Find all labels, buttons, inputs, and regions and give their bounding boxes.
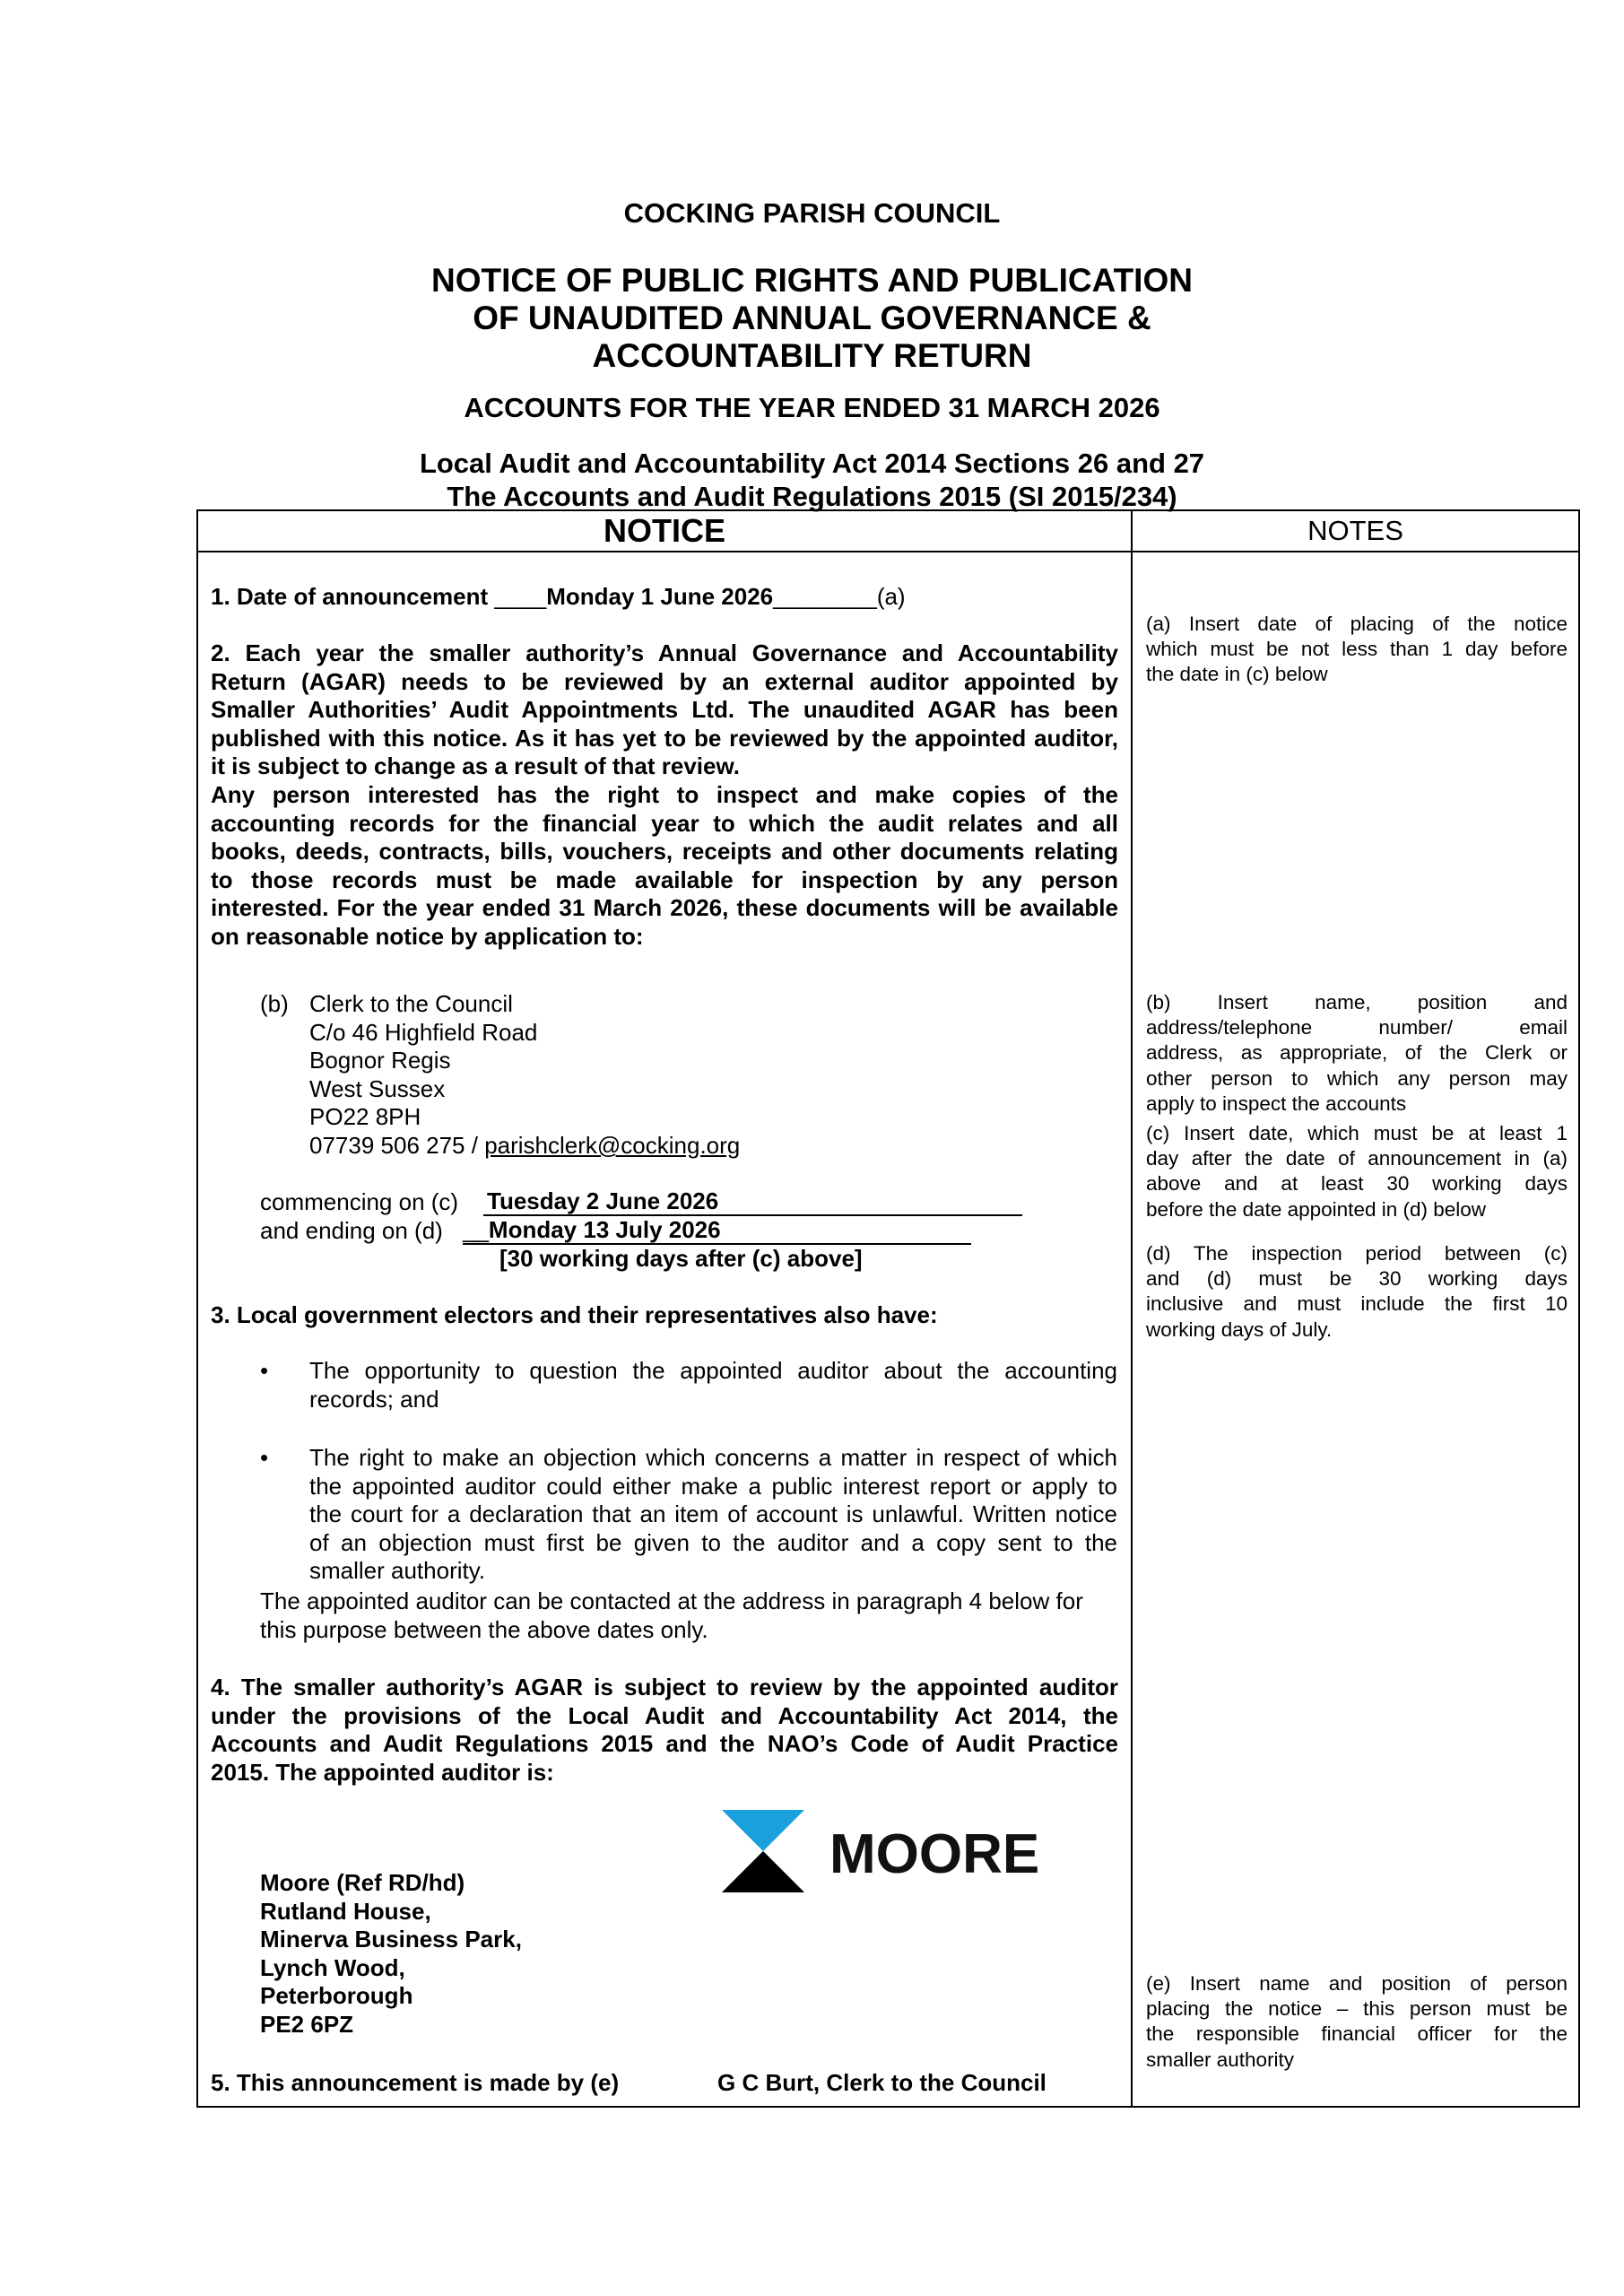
bullet-line: the court for a declaration that an item of account is unlawful. Written notice — [309, 1500, 1117, 1528]
note-line: smaller authority — [1146, 2048, 1295, 2071]
accounts-year-heading: ACCOUNTS FOR THE YEAR ENDED 31 MARCH 2026 — [464, 392, 1160, 423]
paragraph-4 — [211, 1674, 1118, 1787]
announcement-date-label: 1. Date of announcement — [211, 583, 495, 610]
p2-line: accounting records for the financial year to which the audit relates and all — [211, 809, 1118, 837]
note-e — [1146, 1971, 1568, 2073]
legislation-line: Local Audit and Accountability Act 2014 Sections 26 and 27 — [419, 448, 1205, 479]
bullet-line: The opportunity to question the appointed auditor about the accounting — [309, 1357, 1117, 1384]
clerk-ref: (b) — [260, 990, 289, 1017]
legislation-heading — [0, 447, 1624, 513]
commencing-date: Tuesday 2 June 2026 — [483, 1188, 1022, 1216]
notes-body — [1132, 552, 1579, 2107]
legislation-line: The Accounts and Audit Regulations 2015 (SI 2015/234) — [447, 481, 1177, 512]
bullet-point: • — [260, 1444, 269, 1471]
bullet-2-text — [309, 1444, 1117, 1586]
moore-logo — [722, 1810, 1045, 1892]
ending-date-field — [463, 1217, 971, 1245]
bullet-line: records; and — [309, 1385, 439, 1413]
note-c — [1146, 1121, 1568, 1222]
note-line: before the date appointed in (d) below — [1146, 1197, 1487, 1221]
announcement-date: Monday 1 June 2026 — [546, 583, 774, 610]
commencing-label: commencing on (c) — [260, 1188, 459, 1215]
clerk-address-line: PO22 8PH — [309, 1103, 421, 1131]
announcement-date-line — [211, 583, 906, 612]
council-name: COCKING PARISH COUNCIL — [623, 197, 1001, 229]
notice-body — [197, 552, 1132, 2107]
bullet-line: the appointed auditor could either make a public interest report or apply to — [309, 1472, 1117, 1500]
p2-line: 2. Each year the smaller authority’s Annual Governance and Accountability — [211, 639, 1118, 666]
paragraph-2 — [211, 639, 1118, 952]
p2-line: to those records must be made available for inspection by any person — [211, 865, 1118, 893]
auditor-contact-line: this purpose between the above dates only. — [260, 1615, 708, 1643]
moore-logo-mark — [722, 1810, 1045, 1892]
note-line: (a) Insert date of placing of the notice — [1146, 613, 1568, 635]
p4-line: 2015. The appointed auditor is: — [211, 1758, 554, 1786]
notice-title — [0, 262, 1624, 375]
note-ref: (a) — [876, 583, 906, 610]
note-b — [1146, 990, 1568, 1117]
logo-wordmark: MOORE — [829, 1823, 1040, 1885]
p2-line: Smaller Authorities’ Audit Appointments Ltd. The unaudited AGAR has been — [211, 696, 1118, 724]
p4-line: 4. The smaller authority’s AGAR is subject to review by the appointed auditor — [211, 1674, 1118, 1700]
notice-title-line: ACCOUNTABILITY RETURN — [592, 337, 1032, 374]
note-line: and (d) must be 30 working days — [1146, 1267, 1568, 1291]
p2-line: interested. For the year ended 31 March 2026, these documents will be available — [211, 894, 1118, 922]
notes-column-heading: NOTES — [1132, 510, 1579, 552]
note-line: which must be not less than 1 day before — [1146, 638, 1568, 661]
auditor-contact-note — [260, 1587, 1083, 1644]
auditor-address-line: PE2 6PZ — [260, 2010, 354, 2038]
p2-line: published with this notice. As it has yet to be reviewed by the appointed auditor, — [211, 724, 1118, 752]
p4-line: under the provisions of the Local Audit and Accountability Act 2014, the — [211, 1701, 1118, 1729]
auditor-address-line: Minerva Business Park, — [260, 1926, 522, 1953]
notice-column-heading: NOTICE — [197, 510, 1132, 552]
p2-line: it is subject to change as a result of that review. — [211, 752, 740, 780]
bullet-line: of an objection must first be given to the auditor and a copy sent to the — [309, 1528, 1117, 1556]
note-line: other person to which any person may — [1146, 1066, 1568, 1090]
p2-line: on reasonable notice by application to: — [211, 922, 644, 950]
clerk-address-line: West Sussex — [309, 1074, 446, 1102]
ending-date: Monday 13 July 2026 — [488, 1216, 721, 1243]
clerk-address — [309, 990, 740, 1161]
bullet-point: • — [260, 1357, 269, 1384]
blank-underline: __ — [463, 1216, 489, 1243]
p2-line: Any person interested has the right to inspect and make copies of the — [211, 780, 1118, 808]
working-days-note: [30 working days after (c) above] — [499, 1245, 863, 1272]
bullet-line: The right to make an objection which concerns a matter in respect of which — [309, 1444, 1117, 1471]
ending-label: and ending on (d) — [260, 1217, 443, 1244]
auditor-address-line: Lynch Wood, — [260, 1953, 405, 1981]
note-line: working days of July. — [1146, 1318, 1333, 1341]
clerk-address-line: Bognor Regis — [309, 1047, 451, 1074]
notice-title-line: NOTICE OF PUBLIC RIGHTS AND PUBLICATION — [431, 262, 1193, 299]
note-a — [1146, 612, 1568, 688]
paragraph-3-heading: 3. Local government electors and their representatives also have: — [211, 1301, 938, 1328]
blank-underline: ____ — [494, 583, 547, 610]
clerk-contact-line — [309, 1132, 740, 1161]
note-line: inclusive and must include the first 10 — [1146, 1292, 1568, 1316]
announcement-made-by-label: 5. This announcement is made by (e) — [211, 2069, 620, 2096]
clerk-phone: 07739 506 275 / — [309, 1131, 485, 1159]
auditor-address-line: Rutland House, — [260, 1897, 431, 1925]
clerk-address-line: C/o 46 Highfield Road — [309, 1018, 538, 1046]
notice-table — [196, 509, 1580, 2108]
clerk-email-link[interactable]: parishclerk@cocking.org — [484, 1131, 741, 1159]
bullet-line: smaller authority. — [309, 1557, 486, 1585]
note-line: address/telephone number/ email — [1146, 1016, 1568, 1039]
p2-line: books, deeds, contracts, bills, vouchers, receipts and other documents relating — [211, 838, 1118, 865]
p4-line: Accounts and Audit Regulations 2015 and the NAO’s Code of Audit Practice — [211, 1730, 1118, 1758]
note-line: apply to inspect the accounts — [1146, 1091, 1407, 1115]
note-line: day after the date of announcement in (a) — [1146, 1147, 1568, 1170]
auditor-contact-line: The appointed auditor can be contacted at the address in paragraph 4 below for — [260, 1587, 1083, 1614]
auditor-address — [260, 1869, 522, 2039]
note-line: (c) Insert date, which must be at least 1 — [1146, 1122, 1568, 1144]
note-line: the responsible financial officer for the — [1146, 2022, 1568, 2046]
note-line: (b) Insert name, position and — [1146, 991, 1568, 1013]
note-line: (e) Insert name and position of person — [1146, 1972, 1568, 1995]
note-line: above and at least 30 working days — [1146, 1172, 1568, 1196]
note-line: placing the notice – this person must be — [1146, 1997, 1568, 2021]
note-line: the date in (c) below — [1146, 663, 1328, 686]
note-line: (d) The inspection period between (c) — [1146, 1242, 1568, 1265]
blank-underline: ________ — [773, 583, 877, 610]
note-d — [1146, 1241, 1568, 1343]
bullet-1-text — [309, 1357, 1117, 1413]
clerk-address-line: Clerk to the Council — [309, 990, 513, 1017]
note-line: address, as appropriate, of the Clerk or — [1146, 1041, 1568, 1065]
announcement-made-by: G C Burt, Clerk to the Council — [717, 2069, 1046, 2096]
notice-title-line: OF UNAUDITED ANNUAL GOVERNANCE & — [473, 300, 1151, 336]
auditor-address-line: Peterborough — [260, 1982, 413, 2010]
auditor-address-line: Moore (Ref RD/hd) — [260, 1869, 465, 1896]
p2-line: Return (AGAR) needs to be reviewed by an external auditor appointed by — [211, 667, 1118, 695]
